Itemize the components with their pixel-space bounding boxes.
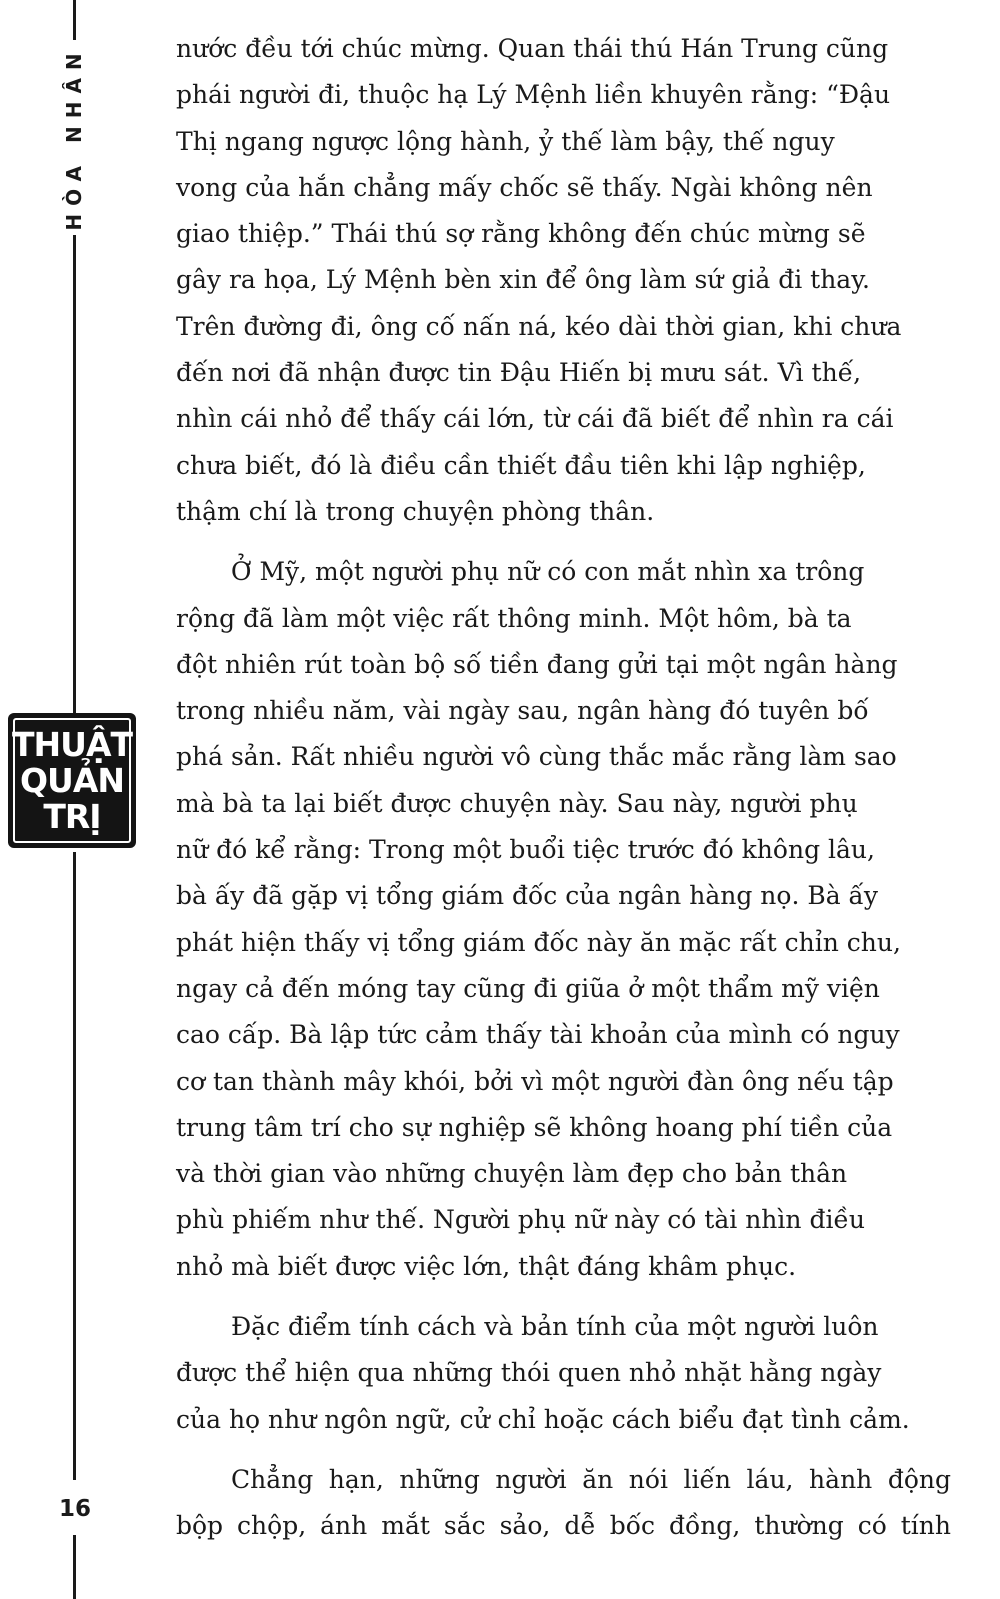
margin-rule-top [73,0,76,40]
paragraph: Chẳng hạn, những người ăn nói liến láu, hành động bộp chộp, ánh mắt sắc sảo, dễ bốc đồng, thường có tính [176,1464,951,1541]
page-number: 16 [58,1496,91,1522]
book-logo-line: QUẢN [19,760,124,800]
margin-rule-lower [73,852,76,1480]
book-logo [8,713,136,848]
book-logo-line: THUẬT [12,724,132,764]
margin-rule-upper [73,235,76,713]
author-name: HÒA NHÂN [62,45,86,231]
page-body [176,26,951,1564]
paragraph: Ở Mỹ, một người phụ nữ có con mắt nhìn xa trông rộng đã làm một việc rất thông minh. Một hôm, bà ta đột nhiên rút toàn bộ số tiền đang gửi tại một ngân hàng trong nhiều năm, vài ngày sau, ngân hàng đó tuyên bố phá sản. Rất nhiều người vô cùng thắc mắc rằng làm sao mà bà ta lại biết được chuyện này. Sau này, người phụ nữ đó kể rằng: Trong một buổi tiệc trước đó không lâu, bà ấy đã gặp vị tổng giám đốc của ngân hàng nọ. Bà ấy phát hiện thấy vị tổng giám đốc này ăn mặc rất chỉn chu, ngay cả đến móng tay cũng đi giũa ở một thẩm mỹ viện cao cấp. Bà lập tức cảm thấy tài khoản của mình có nguy cơ tan thành mây khói, bởi vì một người đàn ông nếu tập trung tâm trí cho sự nghiệp sẽ không hoang phí tiền của và thời gian vào những chuyện làm đẹp cho bản thân phù phiếm như thế. Người phụ nữ này có tài nhìn điều nhỏ mà biết được việc lớn, thật đáng khâm phục. [176,557,901,1281]
book-logo-line: TRỊ [43,796,101,836]
paragraph: Đặc điểm tính cách và bản tính của một người luôn được thể hiện qua những thói quen nhỏ nhặt hằng ngày của họ như ngôn ngữ, cử chỉ hoặc cách biểu đạt tình cảm. [176,1312,910,1434]
paragraph: nước đều tới chúc mừng. Quan thái thú Hán Trung cũng phái người đi, thuộc hạ Lý Mệnh liền khuyên rằng: “Đậu Thị ngang ngược lộng hành, ỷ thế làm bậy, thế nguy vong của hắn chẳng mấy chốc sẽ thấy. Ngài không nên giao thiệp.” Thái thú sợ rằng không đến chúc mừng sẽ gây ra họa, Lý Mệnh bèn xin để ông làm sứ giả đi thay. Trên đường đi, ông cố nấn ná, kéo dài thời gian, khi chưa đến nơi đã nhận được tin Đậu Hiến bị mưu sát. Vì thế, nhìn cái nhỏ để thấy cái lớn, từ cái đã biết để nhìn ra cái chưa biết, đó là điều cần thiết đầu tiên khi lập nghiệp, thậm chí là trong chuyện phòng thân. [176,34,902,526]
book-logo-frame [13,718,131,843]
margin-rule-bottom [73,1535,76,1599]
